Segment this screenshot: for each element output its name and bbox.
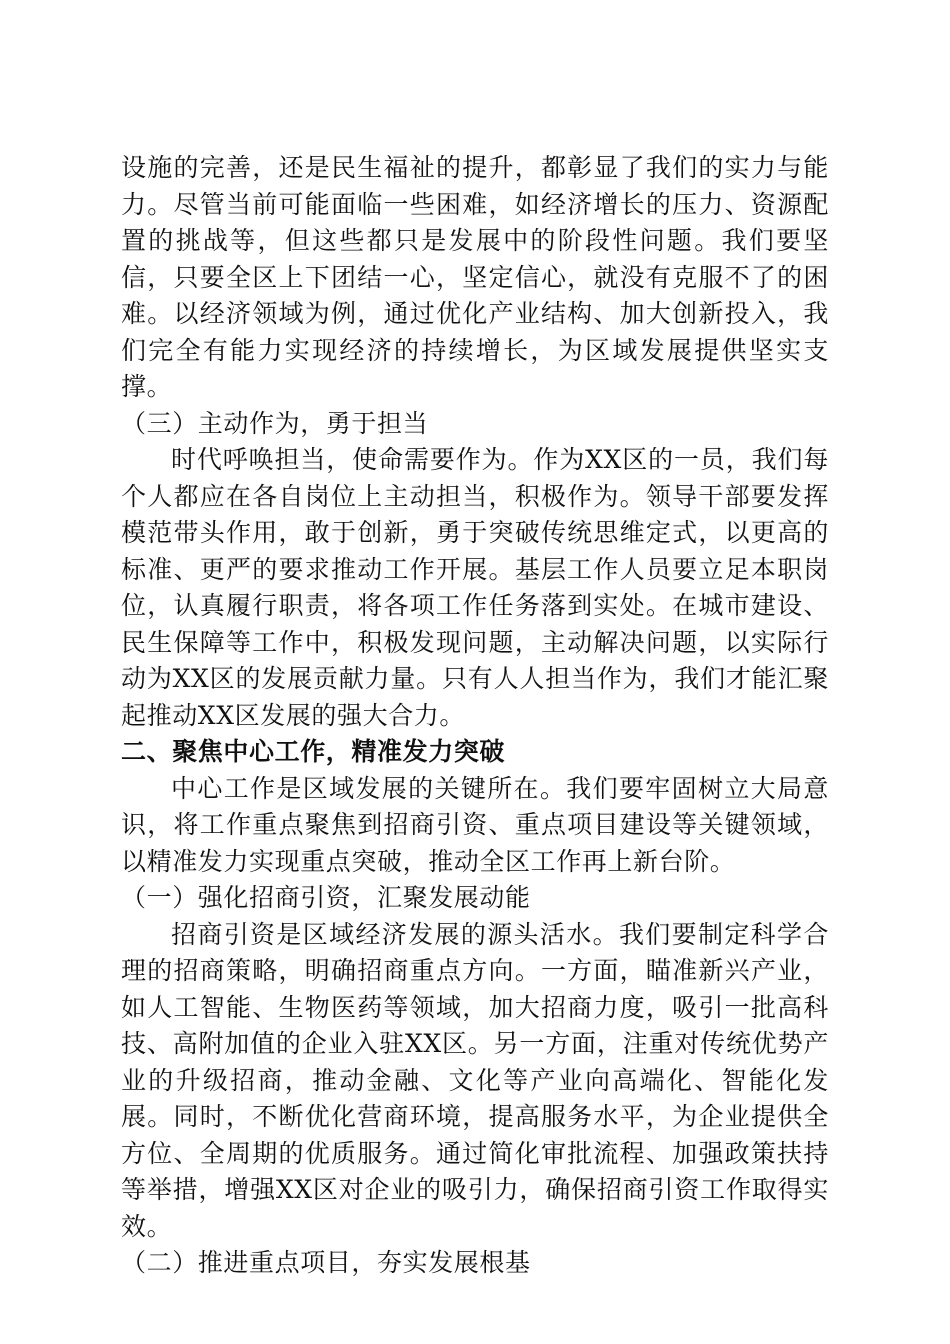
body-paragraph: 中心工作是区域发展的关键所在。我们要牢固树立大局意识，将工作重点聚焦到招商引资、重点项目建设等关键领域，以精准发力实现重点突破，推动全区工作再上新台阶。 — [121, 773, 829, 876]
body-paragraph: 招商引资是区域经济发展的源头活水。我们要制定科学合理的招商策略，明确招商重点方向。一方面，瞄准新兴产业，如人工智能、生物医药等领域，加大招商力度，吸引一批高科技、高附加值的企业入驻XX区。另一方面，注重对传统优势产业的升级招商，推动金融、文化等产业向高端化、智能化发展。同时，不断优化营商环境，提高服务水平，为企业提供全方位、全周期的优质服务。通过简化审批流程、加强政策扶持等举措，增强XX区对企业的吸引力，确保招商引资工作取得实效。 — [121, 919, 829, 1241]
body-paragraph: 时代呼唤担当，使命需要作为。作为XX区的一员，我们每个人都应在各自岗位上主动担当，积极作为。领导干部要发挥模范带头作用，敢于创新，勇于突破传统思维定式，以更高的标准、更严的要求推动工作开展。基层工作人员要立足本职岗位，认真履行职责，将各项工作任务落到实处。在城市建设、民生保障等工作中，积极发现问题，主动解决问题，以实际行动为XX区的发展贡献力量。只有人人担当作为，我们才能汇聚起推动XX区发展的强大合力。 — [121, 445, 829, 730]
document-body — [121, 150, 829, 1282]
body-paragraph-continued: 设施的完善，还是民生福祉的提升，都彰显了我们的实力与能力。尽管当前可能面临一些困难，如经济增长的压力、资源配置的挑战等，但这些都只是发展中的阶段性问题。我们要坚信，只要全区上下团结一心，坚定信心，就没有克服不了的困难。以经济领域为例，通过优化产业结构、加大创新投入，我们完全有能力实现经济的持续增长，为区域发展提供坚实支撑。 — [121, 153, 829, 401]
section-heading-2: 二、聚焦中心工作，精准发力突破 — [121, 737, 506, 766]
sub-heading-3: （三）主动作为，勇于担当 — [121, 408, 429, 438]
sub-heading-1: （一）强化招商引资，汇聚发展动能 — [121, 883, 531, 912]
sub-heading-2: （二）推进重点项目，夯实发展根基 — [121, 1248, 531, 1277]
